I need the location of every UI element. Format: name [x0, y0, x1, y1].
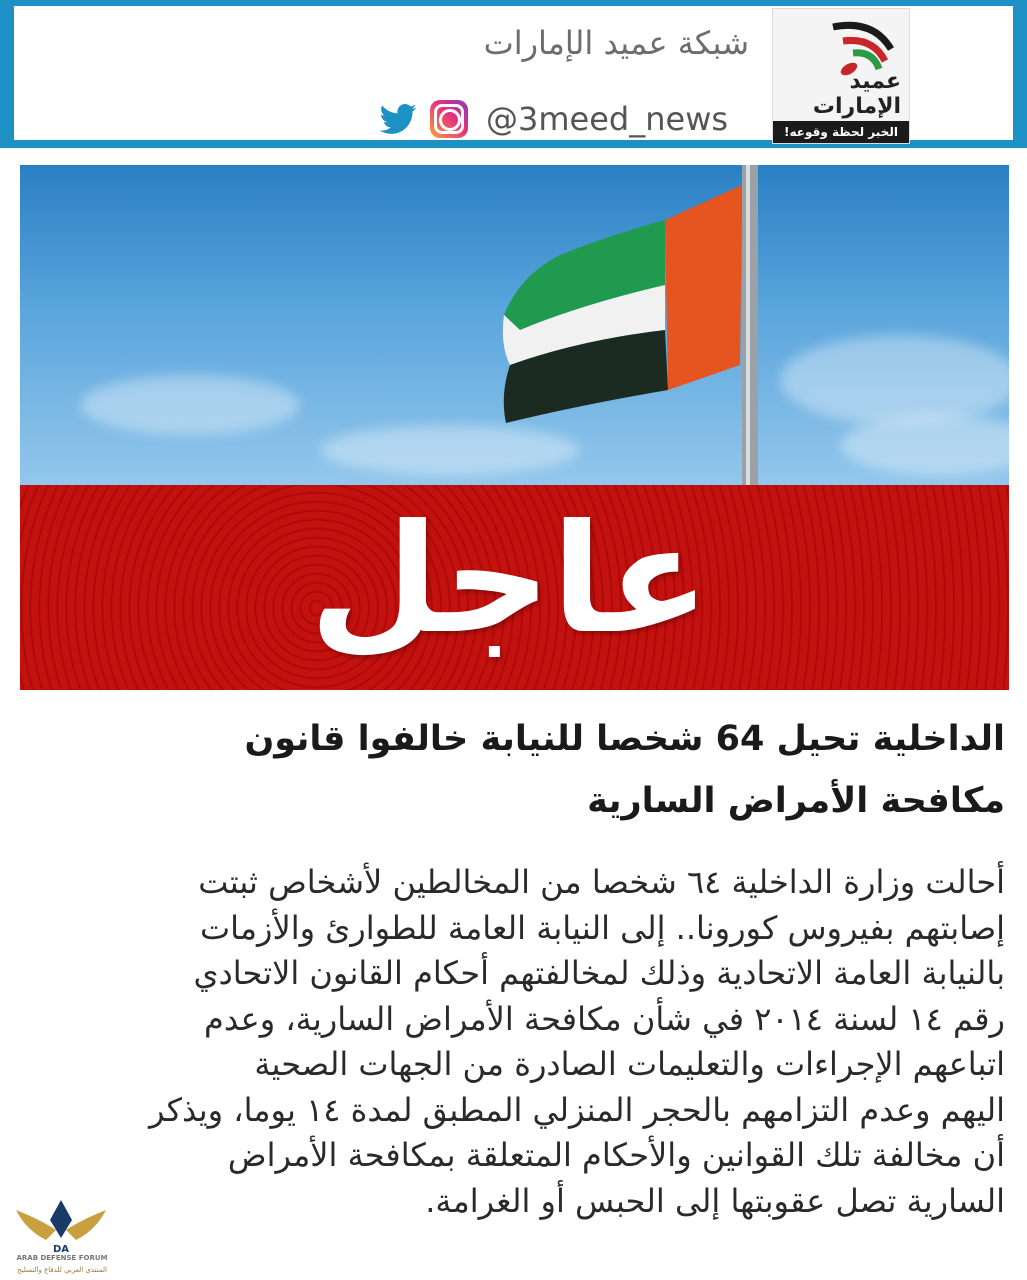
- body-line: إصابتهم بفيروس كورونا.. إلى النيابة العامة للطوارئ والأزمات: [200, 908, 1005, 947]
- watermark-text-ar: المنتدى العربي للدفاع والتسليح: [17, 1266, 107, 1274]
- network-name: شبكة عميد الإمارات: [483, 24, 749, 62]
- body-line: اتباعهم الإجراءات والتعليمات الصادرة من الجهات الصحية: [254, 1045, 1005, 1083]
- forum-watermark-icon: [6, 1190, 116, 1278]
- breaking-label: عاجل: [309, 493, 710, 667]
- article-body: [5, 860, 1005, 1224]
- watermark-text-en: ARAB DEFENSE FORUM: [16, 1254, 108, 1262]
- headline-line-1: الداخلية تحيل 64 شخصا للنيابة خالفوا قانون: [244, 719, 1005, 759]
- instagram-icon[interactable]: [430, 100, 468, 138]
- logo-name: عميد الإمارات: [812, 69, 901, 119]
- svg-text:DA: DA: [52, 1244, 70, 1255]
- body-line: أن مخالفة تلك القوانين والأحكام المتعلقة بمكافحة الأمراض: [227, 1136, 1005, 1174]
- article-headline: [25, 708, 1005, 832]
- body-line: السارية تصل عقوبتها إلى الحبس أو الغرامة.: [425, 1181, 1005, 1220]
- body-line: اليهم وعدم التزامهم بالحجر المنزلي المطبق لمدة ١٤ يوما، ويذكر: [149, 1090, 1005, 1129]
- social-handle[interactable]: @3meed_news: [486, 100, 729, 138]
- headline-line-2: مكافحة الأمراض السارية: [587, 781, 1005, 821]
- hero-image: [20, 165, 1009, 690]
- network-logo: [772, 8, 910, 144]
- body-line: أحالت وزارة الداخلية ٦٤ شخصا من المخالطين لأشخاص ثبتت: [198, 863, 1005, 901]
- twitter-icon[interactable]: [378, 100, 418, 140]
- body-line: رقم ١٤ لسنة ٢٠١٤ في شأن مكافحة الأمراض السارية، وعدم: [204, 999, 1005, 1038]
- logo-tagline: الخبر لحظة وقوعه!: [773, 121, 909, 143]
- uae-flag-image: [20, 165, 1009, 485]
- body-line: بالنيابة العامة الاتحادية وذلك لمخالفتهم أحكام القانون الاتحادي: [193, 954, 1005, 992]
